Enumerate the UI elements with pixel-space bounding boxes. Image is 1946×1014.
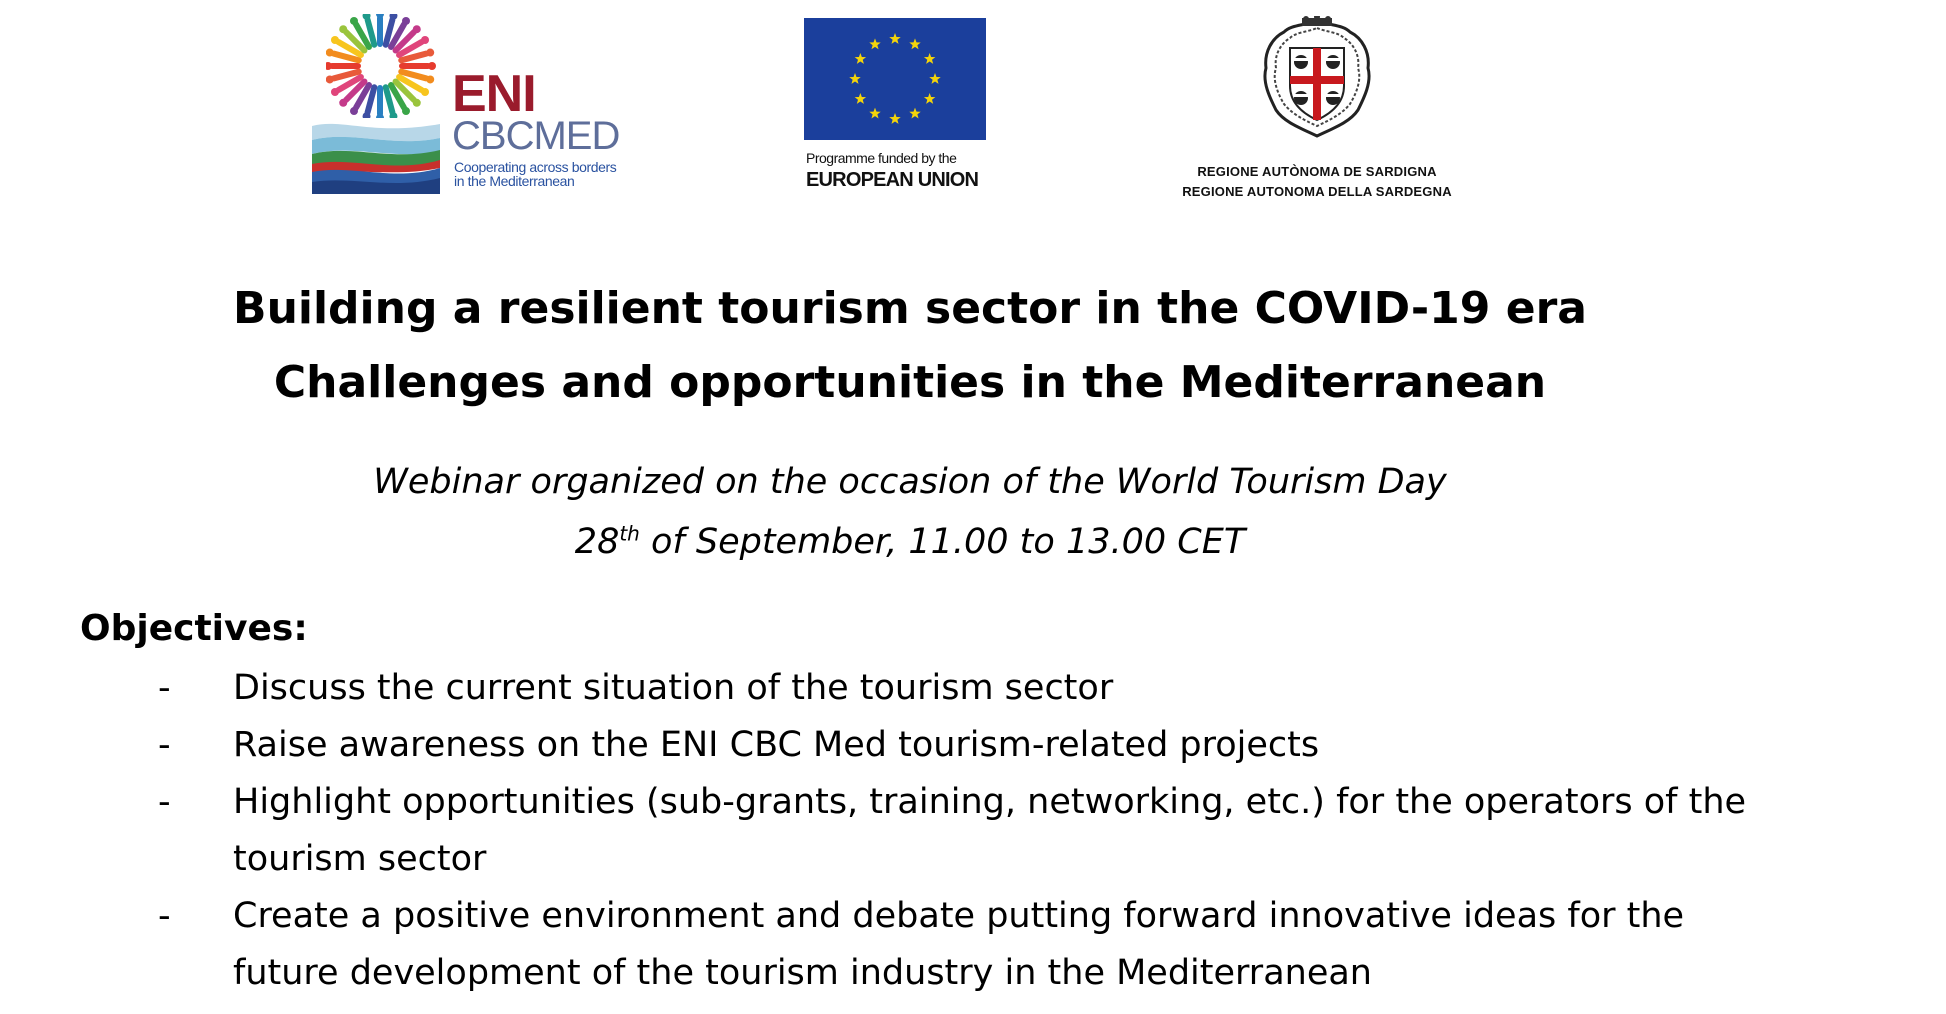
sun-ray-dot-icon [331, 36, 339, 44]
objective-text: Raise awareness on the ENI CBC Med tourism-related projects [233, 725, 1320, 765]
eni-logo-program: CBCMED [452, 114, 620, 158]
objective-item [0, 774, 1946, 888]
objective-text: Create a positive environment and debate putting forward innovative ideas for the future development of the tourism industry in the Mediterranean [233, 896, 1685, 993]
sun-ray-dot-icon [421, 36, 429, 44]
page-title-line-1: Building a resilient tourism sector in the COVID-19 era [233, 283, 1587, 334]
objectives-list [0, 660, 1946, 1002]
objectives-heading: Objectives: [80, 608, 308, 649]
eni-logo-tagline [454, 160, 674, 188]
eu-flag-icon [804, 18, 986, 140]
list-bullet: - [158, 782, 171, 822]
eu-caption-programme: Programme funded by the [806, 150, 957, 166]
eni-waves-emblem-icon [312, 118, 440, 194]
sardegna-caption-sardinian: REGIONE AUTÒNOMA DE SARDIGNA [1197, 164, 1437, 179]
eni-tagline-line-2: in the Mediterranean [454, 173, 575, 189]
eni-tagline-line-1: Cooperating across borders [454, 159, 617, 175]
sun-ray-dot-icon [326, 49, 334, 57]
sun-ray-dot-icon [413, 99, 421, 107]
eni-logo-name: ENI [452, 65, 536, 123]
webinar-date-day: 28 [574, 522, 620, 562]
objective-item [0, 717, 1946, 774]
regione-sardegna-logo [1152, 16, 1482, 198]
webinar-date-rest: of September, 11.00 to 13.00 CET [639, 522, 1246, 562]
webinar-description: Webinar organized on the occasion of the World Tourism Day [373, 462, 1447, 502]
sun-ray-dot-icon [402, 17, 410, 25]
sun-ray-dot-icon [350, 107, 358, 115]
objective-item [0, 888, 1946, 1002]
sardinia-coat-of-arms-icon [1258, 16, 1376, 142]
list-bullet: - [158, 725, 171, 765]
sardegna-caption-italian: REGIONE AUTONOMA DELLA SARDEGNA [1182, 184, 1452, 199]
webinar-date [0, 512, 1820, 572]
sun-ray-dot-icon [426, 49, 434, 57]
objective-item [0, 660, 1946, 717]
sun-ray-dot-icon [402, 107, 410, 115]
sun-ray-dot-icon [421, 88, 429, 96]
page-title-line-2: Challenges and opportunities in the Mediterranean [273, 357, 1547, 408]
sun-ray-dot-icon [426, 75, 434, 83]
sun-ray-dot-icon [428, 62, 436, 70]
sun-ray-dot-icon [331, 88, 339, 96]
list-bullet: - [158, 896, 171, 936]
eu-caption-name: EUROPEAN UNION [806, 169, 979, 191]
sun-ray-dot-icon [339, 99, 347, 107]
sun-ray-dot-icon [350, 17, 358, 25]
list-bullet: - [158, 668, 171, 708]
objective-text: Highlight opportunities (sub-grants, training, networking, etc.) for the operators of the tourism sector [233, 782, 1747, 879]
eni-sun-emblem-icon [326, 14, 438, 120]
eni-cbcmed-logo [312, 14, 672, 200]
webinar-date-suffix: th [619, 521, 640, 546]
sun-ray-dot-icon [413, 25, 421, 33]
european-union-logo [802, 18, 994, 198]
sun-ray-dot-icon [326, 75, 334, 83]
sun-ray-dot-icon [339, 25, 347, 33]
objective-text: Discuss the current situation of the tourism sector [233, 668, 1114, 708]
